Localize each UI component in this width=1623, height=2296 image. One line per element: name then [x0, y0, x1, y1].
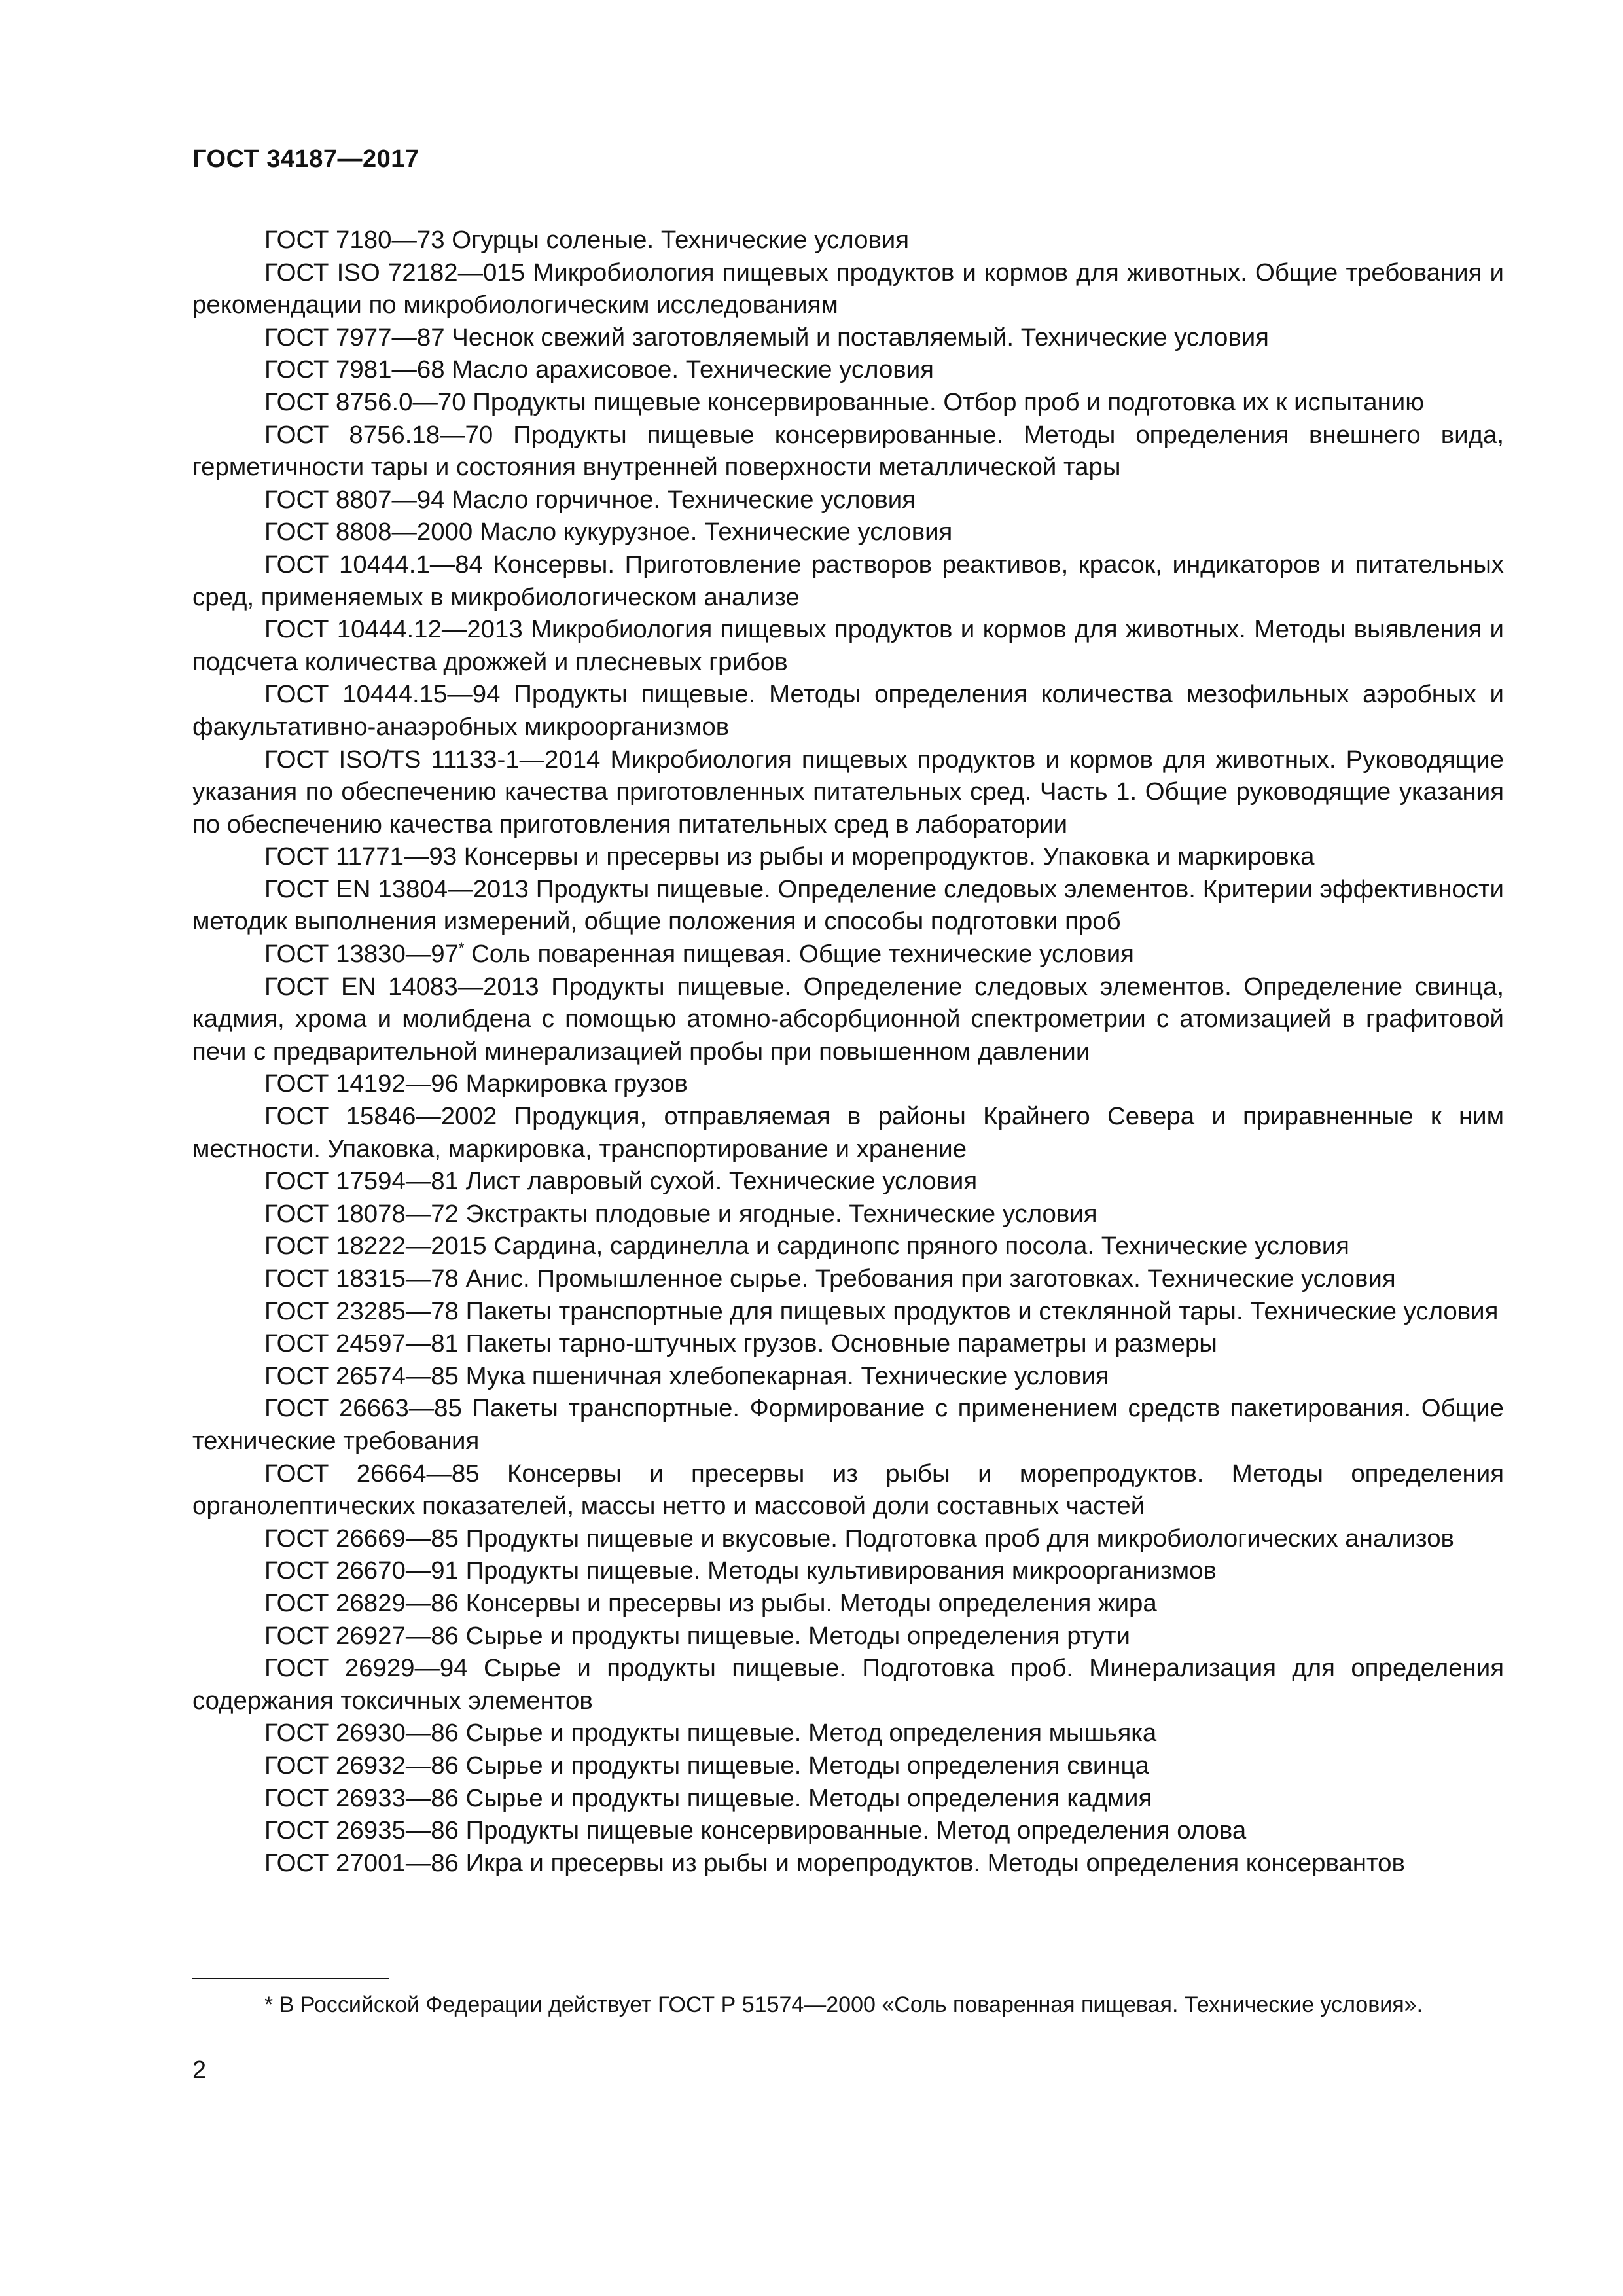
reference-entry [192, 1652, 1504, 1717]
reference-title: Сардина, сардинелла и сардинопс пряного посола. Технические условия [493, 1232, 1349, 1261]
reference-code: ГОСТ 8756.18—70 [264, 420, 493, 449]
page-number: 2 [192, 2056, 207, 2084]
reference-code: ГОСТ EN 14083—2013 [264, 972, 539, 1001]
reference-entry [192, 1100, 1504, 1165]
reference-title: Микробиология пищевых продуктов и кормов для животных. Общие требования и рекомендации по микробиологическим исследованиям [192, 258, 1505, 319]
reference-entry [192, 840, 1504, 873]
reference-title: Сырье и продукты пищевые. Подготовка проб. Минерализация для определения содержания токсичных элементов [192, 1654, 1504, 1715]
reference-title: Сырье и продукты пищевые. Методы определения кадмия [465, 1784, 1152, 1812]
reference-entry [192, 1165, 1504, 1198]
reference-title: Экстракты плодовые и ягодные. Технические условия [465, 1199, 1097, 1228]
reference-entry [192, 1263, 1504, 1295]
reference-title: Консервы и пресервы из рыбы и морепродуктов. Упаковка и маркировка [463, 842, 1315, 871]
reference-code: ГОСТ 18222—2015 [264, 1232, 487, 1261]
reference-entry [192, 1554, 1504, 1587]
reference-title: Масло кукурузное. Технические условия [479, 518, 953, 547]
reference-title: Пакеты транспортные для пищевых продуктов и стеклянной тары. Технические условия [465, 1297, 1499, 1325]
reference-entry [192, 1717, 1504, 1749]
reference-title: Сырье и продукты пищевые. Методы определения свинца [465, 1751, 1149, 1780]
reference-entry [192, 1360, 1504, 1393]
reference-entry [192, 873, 1504, 938]
reference-code: ГОСТ 17594—81 [264, 1167, 459, 1196]
reference-title: Микробиология пищевых продуктов и кормов для животных. Руководящие указания по обеспечению качества приготовленных питательных сред. Часть 1. Общие руководящие указания по обеспечению качества приготовления питательных сред в лаборатории [192, 745, 1504, 838]
reference-code: ГОСТ 26829—86 [264, 1588, 459, 1617]
reference-title: Масло арахисовое. Технические условия [452, 355, 934, 384]
reference-code: ГОСТ 23285—78 [264, 1297, 459, 1325]
reference-code: ГОСТ 15846—2002 [264, 1102, 497, 1131]
reference-code: ГОСТ ISO/TS 11133-1—2014 [264, 745, 601, 774]
footnote-separator [192, 1978, 389, 1979]
reference-code: ГОСТ 8756.0—70 [264, 387, 466, 416]
reference-title: Продукты пищевые и вкусовые. Подготовка проб для микробиологических анализов [465, 1524, 1454, 1552]
reference-title: Огурцы соленые. Технические условия [452, 226, 910, 254]
reference-title: Пакеты тарно-штучных грузов. Основные параметры и размеры [465, 1329, 1217, 1358]
footnote-reference-mark: * [458, 940, 465, 957]
reference-entry [192, 938, 1504, 971]
reference-entry [192, 1620, 1504, 1653]
reference-code: ГОСТ 26663—85 [264, 1394, 462, 1423]
reference-entry [192, 1749, 1504, 1782]
reference-code: ГОСТ 8808—2000 [264, 518, 473, 547]
reference-entry [192, 1814, 1504, 1847]
reference-entry [192, 224, 1504, 257]
reference-title: Лист лавровый сухой. Технические условия [465, 1167, 978, 1196]
reference-title: Сырье и продукты пищевые. Метод определения мышьяка [465, 1719, 1157, 1748]
reference-entry [192, 744, 1504, 841]
reference-code: ГОСТ 11771—93 [264, 842, 457, 871]
reference-entry [192, 321, 1504, 354]
reference-title: Консервы и пресервы из рыбы и морепродуктов. Методы определения органолептических показателей, массы нетто и массовой доли составных частей [192, 1459, 1504, 1520]
reference-entry [192, 1198, 1504, 1230]
reference-title: Анис. Промышленное сырье. Требования при заготовках. Технические условия [465, 1265, 1396, 1293]
reference-entry [192, 1327, 1504, 1360]
reference-title: Маркировка грузов [465, 1069, 688, 1098]
reference-code: ГОСТ 26669—85 [264, 1524, 459, 1552]
reference-code: ГОСТ 27001—86 [264, 1848, 459, 1877]
reference-title: Чеснок свежий заготовляемый и поставляемый. Технические условия [452, 323, 1269, 351]
reference-title: Масло горчичное. Технические условия [452, 485, 916, 514]
reference-title: Продукты пищевые консервированные. Метод определения олова [465, 1816, 1247, 1845]
reference-code: ГОСТ 7977—87 [264, 323, 445, 351]
reference-code: ГОСТ 18315—78 [264, 1265, 459, 1293]
reference-code: ГОСТ EN 13804—2013 [264, 874, 529, 903]
reference-entry [192, 386, 1504, 419]
reference-code: ГОСТ 13830—97 [264, 940, 459, 969]
footnote-text: В Российской Федерации действует ГОСТ Р 51574—2000 «Соль поваренная пищевая. Технические условия». [279, 1992, 1423, 2017]
reference-entry [192, 678, 1504, 743]
reference-entry [192, 419, 1504, 484]
reference-entry [192, 613, 1504, 678]
footnote [192, 1990, 1504, 2020]
reference-title: Продукты пищевые консервированные. Отбор проб и подготовка их к испытанию [473, 387, 1425, 416]
reference-title: Продукция, отправляемая в районы Крайнего Севера и приравненные к ним местности. Упаковка, маркировка, транспортирование и хранение [192, 1102, 1504, 1163]
reference-title: Продукты пищевые. Методы определения количества мезофильных аэробных и факультативно-анаэробных микроорганизмов [192, 680, 1504, 741]
reference-code: ГОСТ 26933—86 [264, 1784, 459, 1812]
reference-title: Сырье и продукты пищевые. Методы определения ртути [465, 1621, 1130, 1650]
reference-title: Консервы. Приготовление растворов реактивов, красок, индикаторов и питательных сред, применяемых в микробиологическом анализе [192, 550, 1504, 611]
reference-entry [192, 1847, 1504, 1880]
reference-code: ГОСТ 26935—86 [264, 1816, 459, 1845]
reference-code: ГОСТ 26932—86 [264, 1751, 459, 1780]
reference-entry [192, 257, 1504, 321]
reference-code: ГОСТ 10444.12—2013 [264, 615, 523, 644]
reference-entry [192, 1587, 1504, 1620]
reference-title: Продукты пищевые консервированные. Методы определения внешнего вида, герметичности тары и состояния внутренней поверхности металлической тары [192, 420, 1504, 482]
reference-title: Продукты пищевые. Определение следовых элементов. Определение свинца, кадмия, хрома и молибдена с помощью атомно-абсорбционной спектрометрии с атомизацией в графитовой печи с предварительной минерализацией пробы при повышенном давлении [192, 972, 1504, 1066]
reference-code: ГОСТ 26927—86 [264, 1621, 459, 1650]
reference-title: Соль поваренная пищевая. Общие технические условия [471, 940, 1134, 969]
reference-code: ГОСТ 26574—85 [264, 1361, 459, 1390]
reference-code: ГОСТ 24597—81 [264, 1329, 459, 1358]
reference-title: Микробиология пищевых продуктов и кормов для животных. Методы выявления и подсчета количества дрожжей и плесневых грибов [192, 615, 1504, 676]
reference-title: Консервы и пресервы из рыбы. Методы определения жира [465, 1588, 1157, 1617]
document-header: ГОСТ 34187—2017 [192, 145, 419, 173]
reference-entry [192, 353, 1504, 386]
reference-entry [192, 1067, 1504, 1100]
reference-entry [192, 971, 1504, 1068]
reference-entry [192, 484, 1504, 516]
footnote-mark: * [264, 1992, 274, 2017]
reference-code: ГОСТ 14192—96 [264, 1069, 459, 1098]
reference-entry [192, 1392, 1504, 1457]
normative-references-list [192, 224, 1504, 1879]
reference-entry [192, 516, 1504, 548]
reference-code: ГОСТ 26929—94 [264, 1654, 468, 1683]
reference-code: ГОСТ 10444.15—94 [264, 680, 501, 709]
reference-entry [192, 1522, 1504, 1555]
reference-entry [192, 1458, 1504, 1522]
reference-code: ГОСТ 26670—91 [264, 1556, 459, 1585]
reference-code: ГОСТ 7981—68 [264, 355, 445, 384]
reference-title: Икра и пресервы из рыбы и морепродуктов. Методы определения консервантов [465, 1848, 1405, 1877]
reference-title: Продукты пищевые. Определение следовых элементов. Критерии эффективности методик выполнения измерений, общие положения и способы подготовки проб [192, 874, 1504, 936]
reference-title: Мука пшеничная хлебопекарная. Технические условия [465, 1361, 1109, 1390]
reference-entry [192, 1230, 1504, 1263]
reference-code: ГОСТ 8807—94 [264, 485, 445, 514]
reference-code: ГОСТ 7180—73 [264, 226, 445, 254]
reference-code: ГОСТ 26664—85 [264, 1459, 480, 1488]
reference-code: ГОСТ 26930—86 [264, 1719, 459, 1748]
reference-code: ГОСТ 18078—72 [264, 1199, 459, 1228]
reference-code: ГОСТ ISO 72182—015 [264, 258, 526, 287]
reference-entry [192, 1295, 1504, 1328]
reference-entry [192, 1782, 1504, 1815]
reference-title: Продукты пищевые. Методы культивирования микроорганизмов [465, 1556, 1217, 1585]
reference-code: ГОСТ 10444.1—84 [264, 550, 483, 579]
reference-entry [192, 548, 1504, 613]
reference-title: Пакеты транспортные. Формирование с применением средств пакетирования. Общие технические требования [192, 1394, 1504, 1455]
